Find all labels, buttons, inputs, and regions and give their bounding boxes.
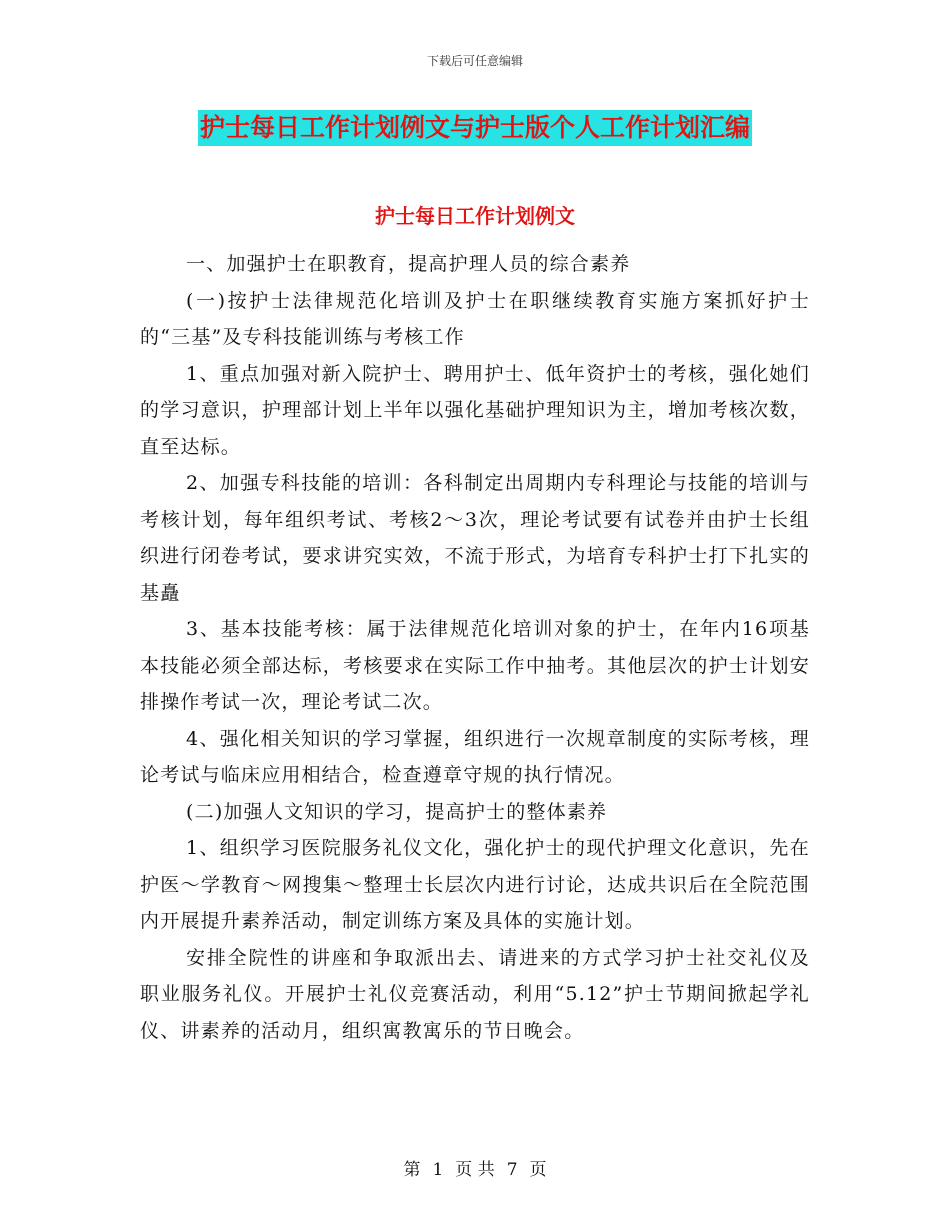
footer-total-pages: 7 [506, 1160, 518, 1180]
document-title-container [0, 110, 950, 146]
page-header-note: 下载后可任意编辑 [426, 54, 523, 68]
paragraph: 一、加强护士在职教育，提高护理人员的综合素养 [186, 253, 631, 275]
footer-page-number: 1 [432, 1160, 444, 1180]
document-body [140, 246, 810, 1049]
footer-middle: 页 共 [455, 1160, 495, 1180]
page-footer [0, 1155, 950, 1180]
paragraph: 1、组织学习医院服务礼仪文化，强化护士的现代护理文化意识，先在护医～学教育～网搜集～整理士长层次内进行讨论，达成共识后在全院范围内开展提升素养活动，制定训练方案及具体的实施计划。 [140, 837, 810, 932]
document-title: 护士每日工作计划例文与护士版个人工作计划汇编 [198, 110, 752, 146]
paragraph: 3、基本技能考核：属于法律规范化培训对象的护士，在年内16项基本技能必须全部达标，考核要求在实际工作中抽考。其他层次的护士计划安排操作考试一次，理论考试二次。 [140, 618, 810, 713]
footer-suffix: 页 [529, 1160, 547, 1180]
paragraph: 1、重点加强对新入院护士、聘用护士、低年资护士的考核，强化她们的学习意识，护理部计划上半年以强化基础护理知识为主，增加考核次数，直至达标。 [140, 362, 810, 458]
paragraph: 4、强化相关知识的学习掌握，组织进行一次规章制度的实际考核，理论考试与临床应用相结合，检查遵章守规的执行情况。 [140, 727, 810, 786]
paragraph: (一)按护士法律规范化培训及护士在职继续教育实施方案抓好护士的“三基”及专科技能训练与考核工作 [140, 289, 810, 348]
section-title: 护士每日工作计划例文 [375, 204, 575, 228]
paragraph: 安排全院性的讲座和争取派出去、请进来的方式学习护士社交礼仪及职业服务礼仪。开展护士礼仪竞赛活动，利用“5.12”护士节期间掀起学礼仪、讲素养的活动月，组织寓教寓乐的节日晚会。 [140, 946, 810, 1042]
paragraph: 2、加强专科技能的培训：各科制定出周期内专科理论与技能的培训与考核计划，每年组织考试、考核2～3次，理论考试要有试卷并由护士长组织进行闭卷考试，要求讲究实效，不流于形式，为培育专科护士打下扎实的基矗 [140, 472, 810, 604]
paragraph: (二)加强人文知识的学习，提高护士的整体素养 [186, 800, 608, 823]
footer-prefix: 第 [403, 1160, 421, 1180]
